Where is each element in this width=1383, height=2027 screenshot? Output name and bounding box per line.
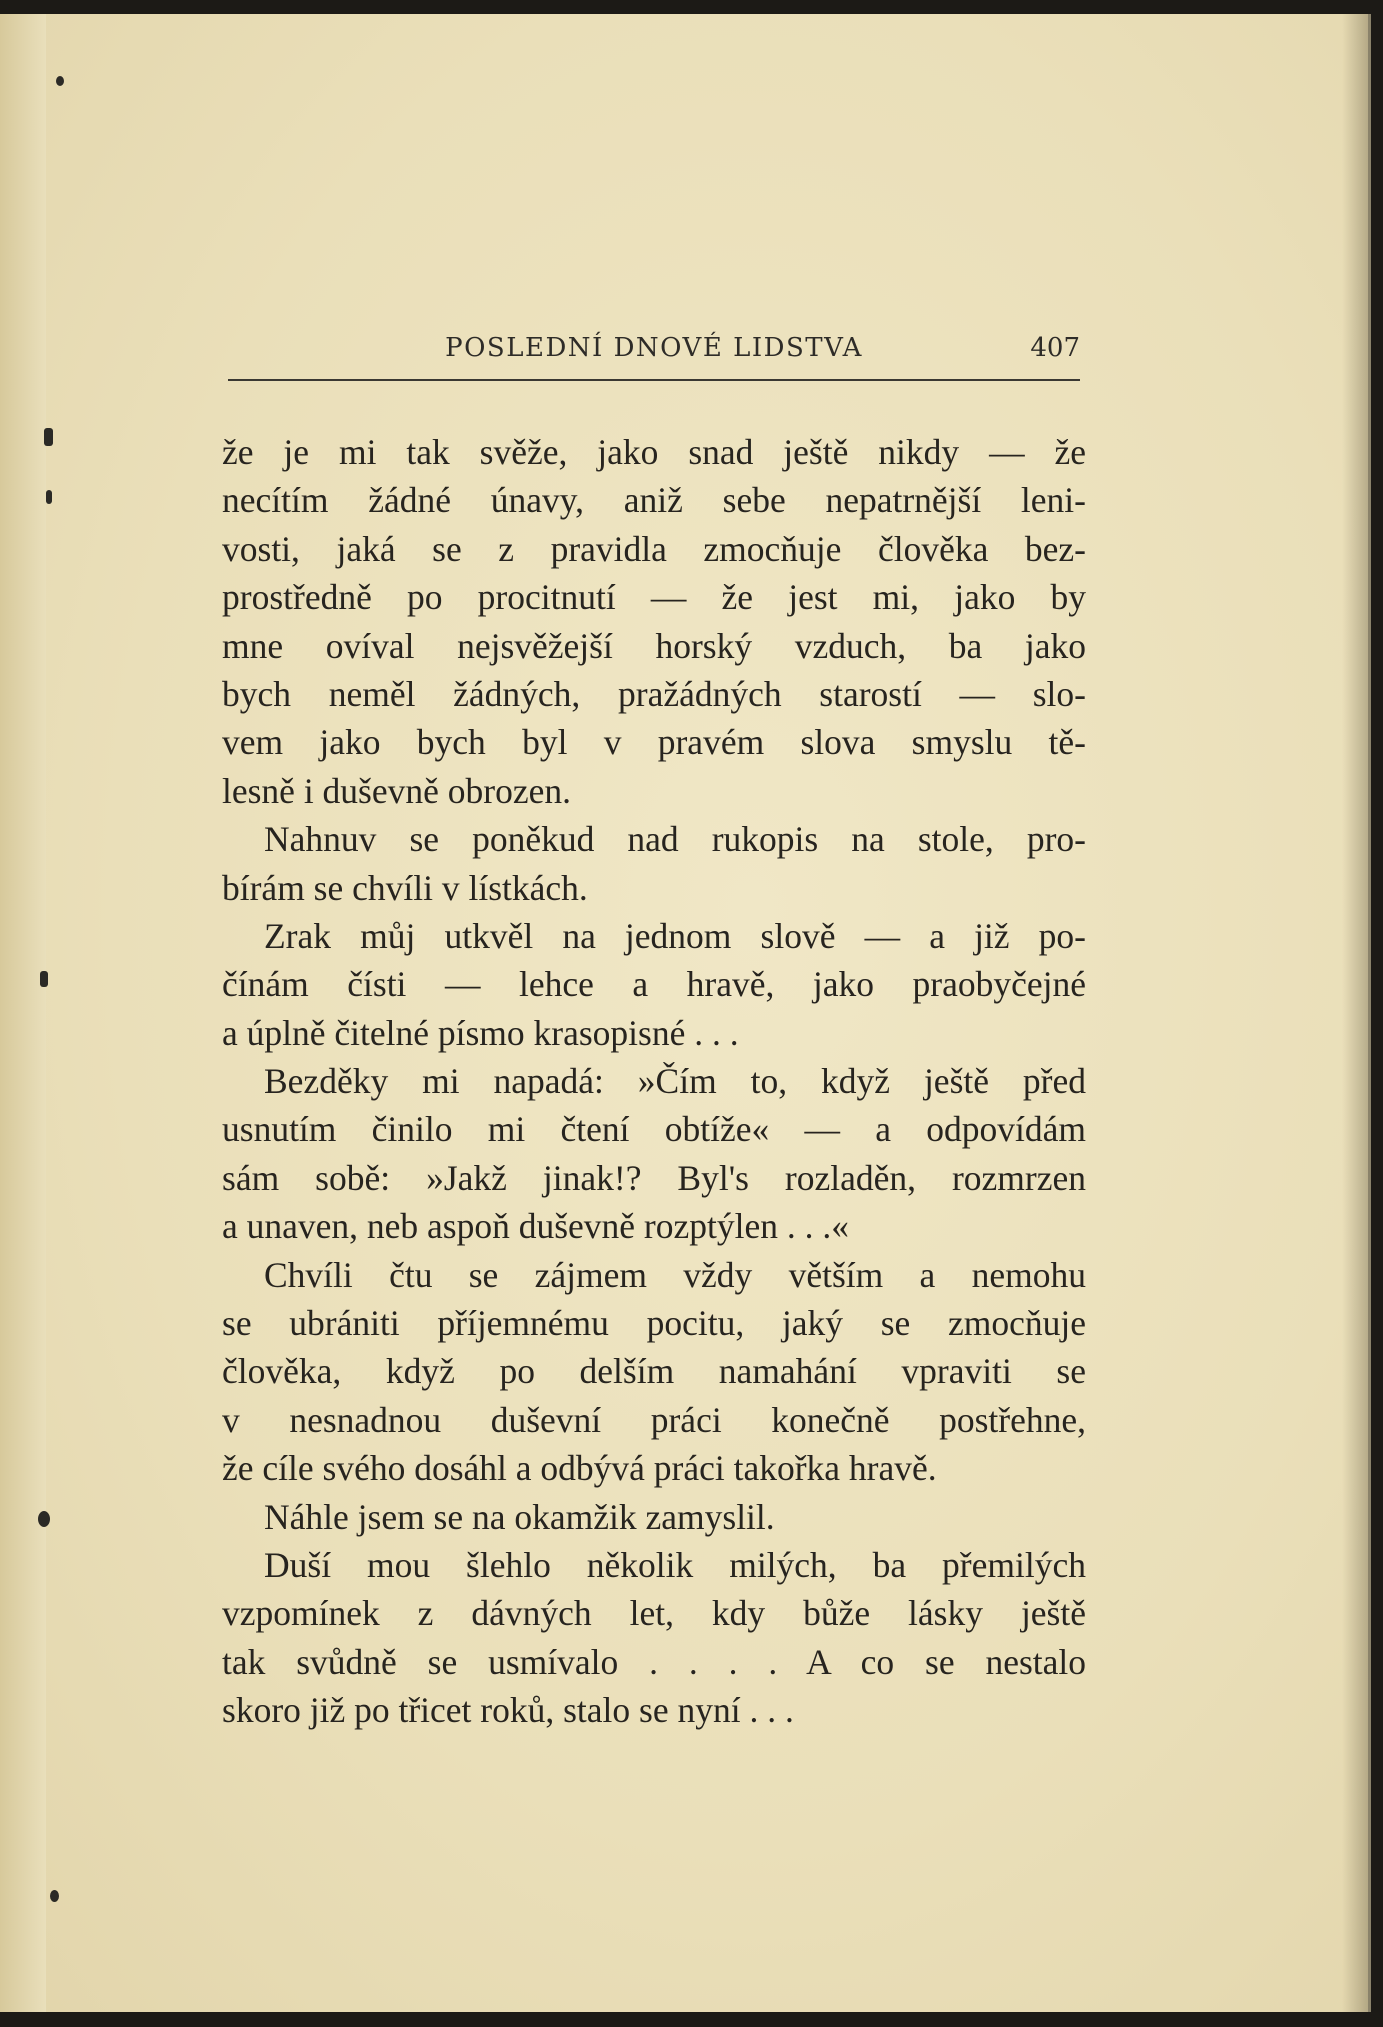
margin-mark bbox=[38, 1511, 50, 1527]
text-line: Nahnuv se poněkud nad rukopis na stole, pro- bbox=[264, 819, 1086, 860]
margin-mark bbox=[50, 1890, 59, 1902]
text-line: Náhle jsem se na okamžik zamyslil. bbox=[264, 1496, 775, 1537]
text-line: vzpomínek z dávných let, kdy bůže lásky ještě bbox=[222, 1593, 1086, 1634]
text-line: bírám se chvíli v lístkách. bbox=[222, 867, 588, 908]
text-line: sám sobě: »Jakž jinak!? Byl's rozladěn, rozmrzen bbox=[222, 1157, 1086, 1198]
running-head: POSLEDNÍ DNOVÉ LIDSTVA bbox=[445, 333, 863, 363]
text-line: a úplně čitelné písmo krasopisné . . . bbox=[222, 1012, 739, 1053]
text-line: vosti, jaká se z pravidla zmocňuje člověka bez- bbox=[222, 528, 1086, 569]
text-line: se ubrániti příjemnému pocitu, jaký se zmocňuje bbox=[222, 1303, 1086, 1344]
text-line: prostředně po procitnutí — že jest mi, jako by bbox=[222, 577, 1086, 618]
text-line: lesně i duševně obrozen. bbox=[222, 770, 571, 811]
page-number: 407 bbox=[1030, 333, 1080, 363]
text-line: skoro již po třicet roků, stalo se nyní . . . bbox=[222, 1690, 794, 1731]
page-header bbox=[228, 328, 1080, 368]
text-line: čínám čísti — lehce a hravě, jako praobyčejné bbox=[222, 964, 1086, 1005]
text-line: mne ovíval nejsvěžejší horský vzduch, ba jako bbox=[222, 625, 1086, 666]
margin-mark bbox=[56, 76, 64, 86]
text-line: v nesnadnou duševní práci konečně postřehne, bbox=[222, 1399, 1086, 1440]
text-line: bych neměl žádných, pražádných starostí — slo- bbox=[222, 673, 1086, 714]
margin-mark bbox=[44, 428, 53, 446]
header-rule bbox=[228, 379, 1080, 381]
margin-mark bbox=[46, 490, 52, 504]
text-line: Chvíli čtu se zájmem vždy větším a nemohu bbox=[264, 1254, 1086, 1295]
text-line: člověka, když po delším namahání vpraviti se bbox=[222, 1351, 1086, 1392]
text-line: Duší mou šlehlo několik milých, ba přemilých bbox=[264, 1544, 1086, 1585]
margin-mark bbox=[40, 971, 48, 987]
page-edge-shadow bbox=[1342, 14, 1368, 2012]
text-line: Bezděky mi napadá: »Čím to, když ještě před bbox=[264, 1061, 1086, 1102]
text-line: vem jako bych byl v pravém slova smyslu tě- bbox=[222, 722, 1086, 763]
text-line: necítím žádné únavy, aniž sebe nepatrnější leni- bbox=[222, 480, 1086, 521]
body-text bbox=[222, 428, 1086, 1735]
book-page bbox=[0, 14, 1371, 2012]
text-line: že cíle svého dosáhl a odbývá práci takořka hravě. bbox=[222, 1448, 937, 1489]
text-line: a unaven, neb aspoň duševně rozptýlen . . .« bbox=[222, 1206, 849, 1247]
text-line: usnutím činilo mi čtení obtíže« — a odpovídám bbox=[222, 1109, 1086, 1150]
text-line: Zrak můj utkvěl na jednom slově — a již po- bbox=[264, 915, 1086, 956]
text-line: tak svůdně se usmívalo . . . . A co se nestalo bbox=[222, 1641, 1086, 1682]
text-line: že je mi tak svěže, jako snad ještě nikdy — že bbox=[222, 432, 1086, 472]
binding-gutter bbox=[0, 14, 46, 2012]
